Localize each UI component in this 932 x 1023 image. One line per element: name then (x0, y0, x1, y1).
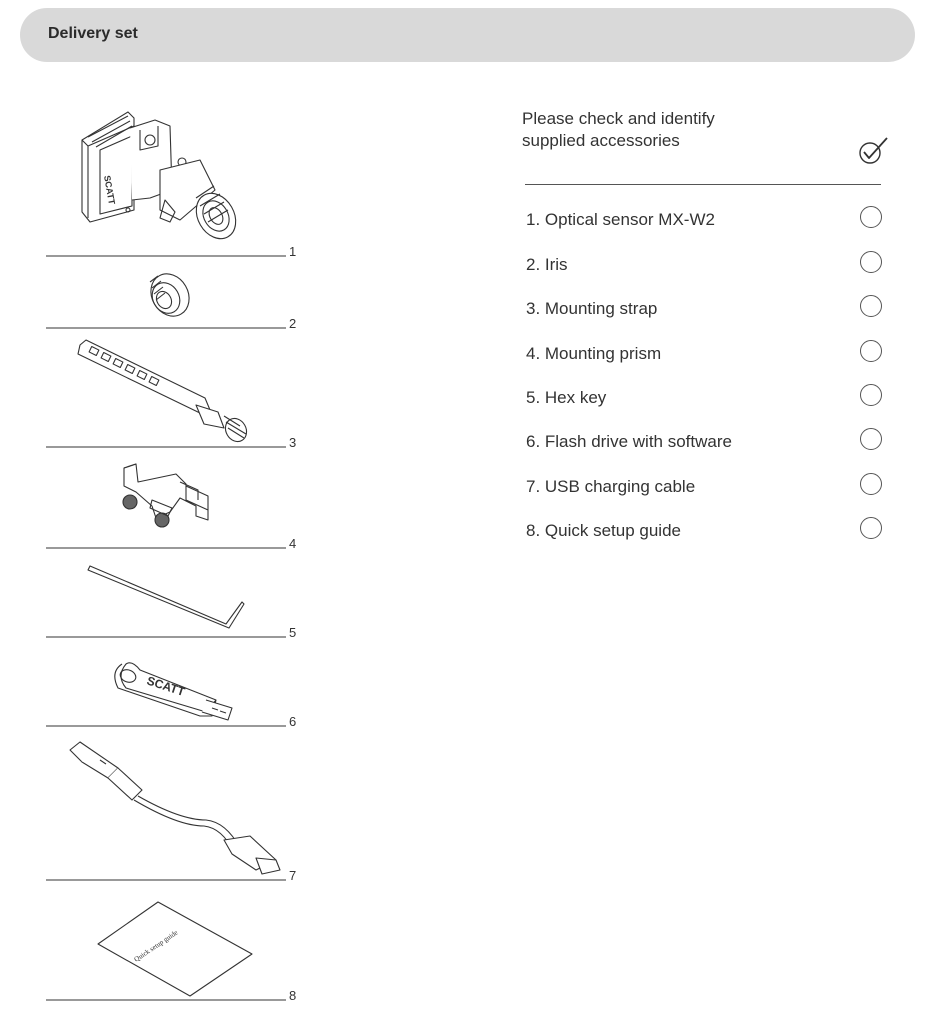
item-number-3: 3 (289, 435, 297, 450)
checklist-divider (525, 184, 881, 185)
usb-cable-illustration (70, 742, 280, 874)
checklist-item[interactable] (526, 251, 886, 279)
item-number-8: 8 (289, 988, 297, 1003)
checklist-item-label: 2. Iris (526, 255, 568, 274)
checklist-item[interactable] (526, 428, 886, 456)
item-number-6: 6 (289, 714, 297, 729)
hex-key-illustration (88, 566, 244, 628)
item-number-4: 4 (289, 536, 297, 551)
item-number-2: 2 (289, 316, 297, 331)
checkbox-circle[interactable] (860, 251, 882, 273)
item-number-5: 5 (289, 625, 297, 640)
item-number-7: 7 (289, 868, 297, 883)
checkbox-circle[interactable] (860, 206, 882, 228)
sensor-brand-label: SCATT (102, 174, 117, 206)
checklist-heading: Please check and identify supplied accessories (522, 109, 715, 150)
checkbox-circle[interactable] (860, 473, 882, 495)
checkbox-circle[interactable] (860, 295, 882, 317)
mounting-strap-illustration (78, 340, 251, 445)
checkbox-circle[interactable] (860, 384, 882, 406)
checklist-item-label: 1. Optical sensor MX-W2 (526, 210, 715, 229)
mounting-prism-illustration (123, 464, 208, 527)
optical-sensor-illustration (82, 112, 244, 246)
checklist-item[interactable] (526, 206, 886, 234)
checklist-item-label: 5. Hex key (526, 388, 607, 407)
checklist-item-label: 7. USB charging cable (526, 477, 696, 496)
checkbox-circle[interactable] (860, 517, 882, 539)
iris-illustration (143, 267, 196, 323)
section-title: Delivery set (48, 25, 138, 42)
flash-drive-brand: SCATT (145, 673, 187, 699)
item-number-1: 1 (289, 244, 297, 259)
checklist-item[interactable] (526, 295, 886, 323)
checklist-item[interactable] (526, 384, 886, 412)
checklist-item-label: 3. Mounting strap (526, 299, 658, 318)
checklist-item[interactable] (526, 473, 886, 501)
quick-setup-guide-illustration (98, 902, 252, 996)
guide-cover-text: Quick setup guide (132, 928, 180, 964)
checklist-item-label: 4. Mounting prism (526, 344, 662, 363)
checkmark-circle-icon (857, 136, 889, 166)
checkbox-circle[interactable] (860, 428, 882, 450)
accessory-illustrations (0, 0, 320, 1023)
flash-drive-illustration (115, 663, 232, 720)
illustrations-canvas (0, 0, 320, 1023)
checkbox-circle[interactable] (860, 340, 882, 362)
checklist-item-label: 8. Quick setup guide (526, 521, 681, 540)
checklist-item-label: 6. Flash drive with software (526, 432, 732, 451)
checklist-item[interactable] (526, 340, 886, 368)
checklist-item[interactable] (526, 517, 886, 545)
